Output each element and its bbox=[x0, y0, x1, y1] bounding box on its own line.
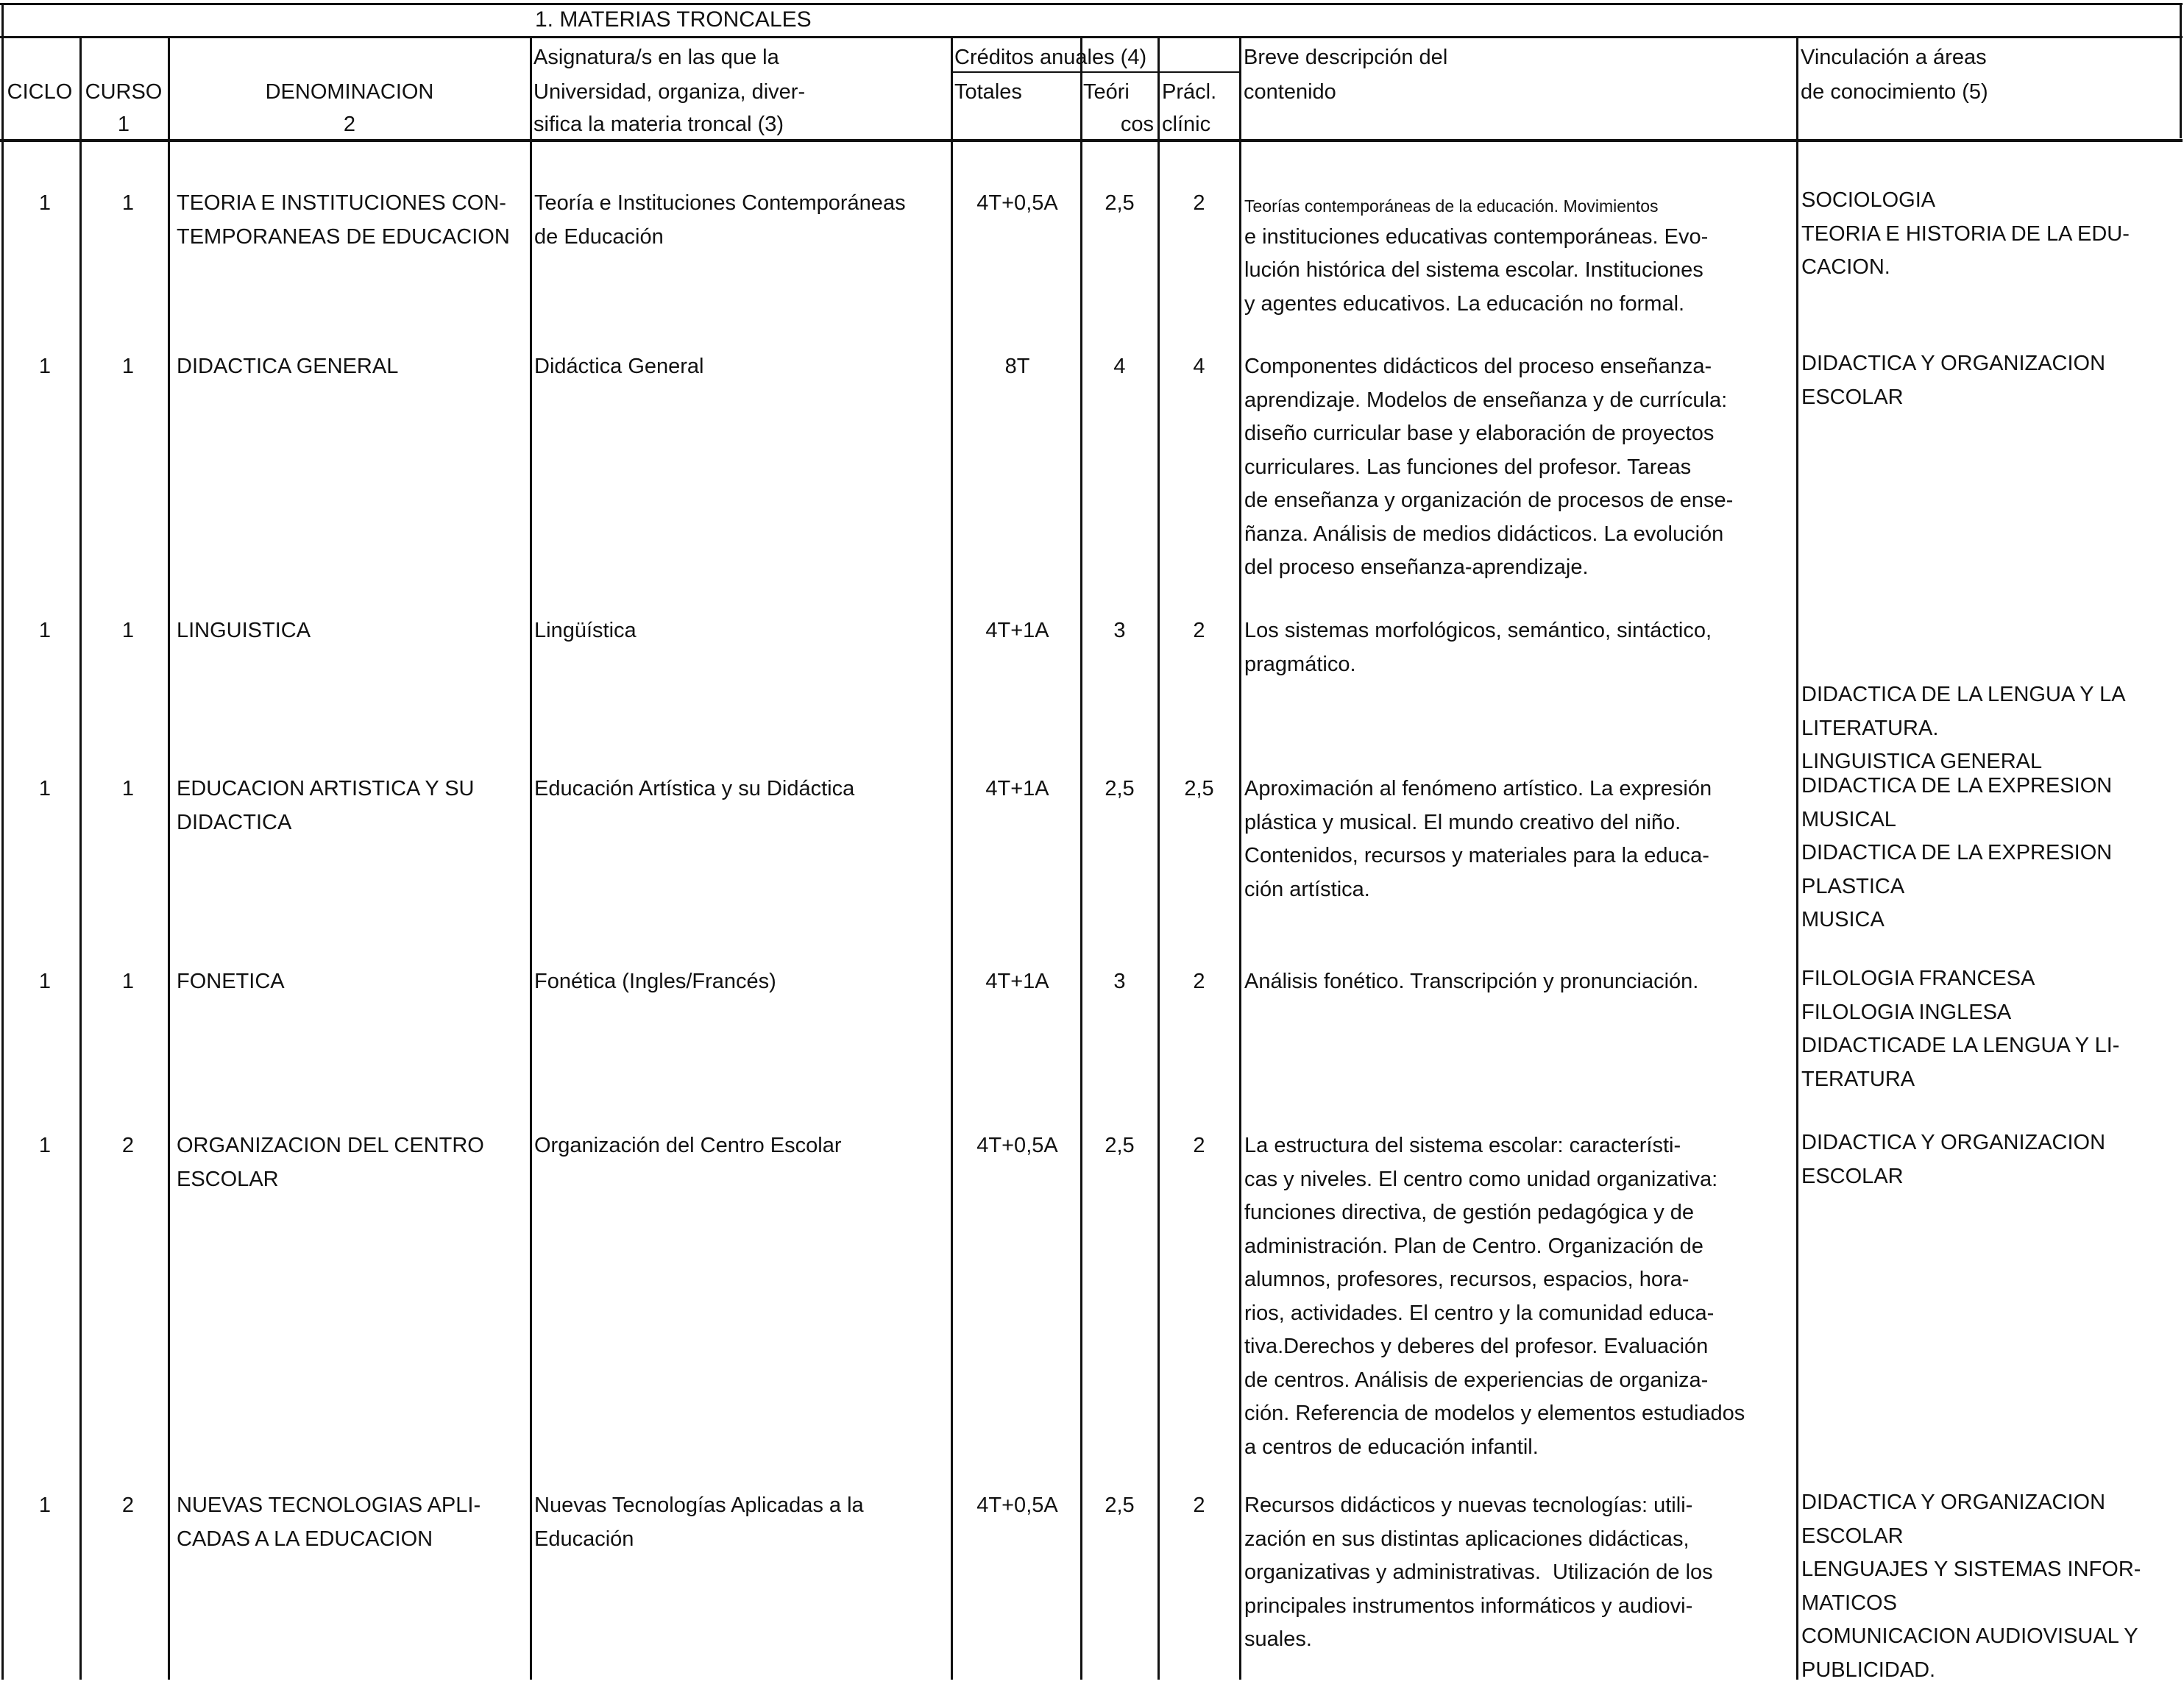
cell-asignatura-line: Educación Artística y su Didáctica bbox=[534, 773, 854, 806]
cell-practicos: 2 bbox=[1159, 965, 1239, 999]
cell-totales: 4T+0,5A bbox=[953, 1129, 1082, 1163]
cell-vinculacion-line: DIDACTICA Y ORGANIZACION bbox=[1801, 347, 2105, 381]
cell-vinculacion-line: LINGUISTICA GENERAL bbox=[1801, 745, 2042, 779]
cell-ciclo: 1 bbox=[1, 187, 88, 221]
header-ciclo: CICLO bbox=[1, 76, 78, 109]
cell-descripcion-line: a centros de educación infantil. bbox=[1244, 1431, 1539, 1465]
cell-denominacion-line: DIDACTICA GENERAL bbox=[177, 350, 398, 384]
cell-denominacion-line: LINGUISTICA bbox=[177, 614, 311, 648]
cell-descripcion-line: Los sistemas morfológicos, semántico, sintáctico, bbox=[1244, 614, 1712, 648]
cell-vinculacion-line: DIDACTICA DE LA EXPRESION bbox=[1801, 770, 2112, 803]
cell-descripcion-line: Aproximación al fenómeno artístico. La expresión bbox=[1244, 773, 1712, 806]
cell-descripcion-line: diseño curricular base y elaboración de proyectos bbox=[1244, 417, 1714, 451]
cell-descripcion-line: y agentes educativos. La educación no formal. bbox=[1244, 288, 1684, 322]
cell-ciclo: 1 bbox=[1, 350, 88, 384]
cell-vinculacion-line: FILOLOGIA FRANCESA bbox=[1801, 962, 2035, 996]
cell-vinculacion-line: ESCOLAR bbox=[1801, 1520, 1904, 1554]
header-denominacion: DENOMINACION bbox=[171, 76, 528, 109]
cell-descripcion-line: lución histórica del sistema escolar. Instituciones bbox=[1244, 254, 1703, 288]
cell-vinculacion-line: PUBLICIDAD. bbox=[1801, 1654, 1935, 1687]
column-divider-2 bbox=[530, 38, 532, 1680]
header-vinculacion: Vinculación a áreas bbox=[1801, 41, 1987, 74]
cell-descripcion-line: Análisis fonético. Transcripción y pronunciación. bbox=[1244, 965, 1698, 999]
cell-descripcion-line: zación en sus distintas aplicaciones didácticas, bbox=[1244, 1523, 1690, 1557]
cell-curso: 1 bbox=[82, 350, 174, 384]
cell-vinculacion-line: DIDACTICA Y ORGANIZACION bbox=[1801, 1486, 2105, 1520]
cell-vinculacion-line: DIDACTICADE LA LENGUA Y LI- bbox=[1801, 1029, 2119, 1063]
cell-denominacion-line: ESCOLAR bbox=[177, 1163, 279, 1197]
cell-asignatura-line: Didáctica General bbox=[534, 350, 704, 384]
cell-asignatura-line: Organización del Centro Escolar bbox=[534, 1129, 841, 1163]
cell-vinculacion-line: FILOLOGIA INGLESA bbox=[1801, 996, 2011, 1030]
cell-vinculacion-line: ESCOLAR bbox=[1801, 1160, 1904, 1194]
cell-descripcion-line: suales. bbox=[1244, 1623, 1312, 1657]
cell-totales: 4T+0,5A bbox=[953, 187, 1082, 221]
title-bottom-border bbox=[0, 36, 2183, 38]
header-teoricos-line-2: cos bbox=[1083, 108, 1154, 141]
cell-descripcion-line: del proceso enseñanza-aprendizaje. bbox=[1244, 551, 1589, 585]
cell-vinculacion-line: TERATURA bbox=[1801, 1063, 1915, 1097]
cell-denominacion-line: EDUCACION ARTISTICA Y SU bbox=[177, 773, 475, 806]
cell-practicos: 2 bbox=[1159, 614, 1239, 648]
column-divider-3 bbox=[951, 38, 953, 1680]
header-descripcion-line-2: contenido bbox=[1244, 76, 1336, 109]
cell-ciclo: 1 bbox=[1, 1489, 88, 1523]
table-top-border bbox=[0, 3, 2183, 5]
cell-vinculacion-line: LENGUAJES Y SISTEMAS INFOR- bbox=[1801, 1553, 2141, 1587]
cell-totales: 4T+0,5A bbox=[953, 1489, 1082, 1523]
column-divider-practicos bbox=[1157, 73, 1159, 1680]
cell-teoricos: 2,5 bbox=[1082, 187, 1157, 221]
cell-teoricos: 3 bbox=[1082, 614, 1157, 648]
cell-descripcion-line: aprendizaje. Modelos de enseñanza y de currícula: bbox=[1244, 384, 1727, 418]
header-curso-number: 1 bbox=[82, 108, 165, 141]
cell-descripcion-line: de enseñanza y organización de procesos de ense- bbox=[1244, 484, 1733, 518]
column-divider-7 bbox=[1796, 38, 1798, 1680]
cell-vinculacion-line: ESCOLAR bbox=[1801, 381, 1904, 415]
cell-practicos: 2 bbox=[1159, 1129, 1239, 1163]
column-divider-0 bbox=[79, 38, 82, 1680]
cell-descripcion-line: Teorías contemporáneas de la educación. Movimientos bbox=[1244, 190, 1659, 224]
cell-practicos: 2 bbox=[1159, 1489, 1239, 1523]
cell-curso: 2 bbox=[82, 1129, 174, 1163]
header-vinculacion-line-2: de conocimiento (5) bbox=[1801, 76, 1988, 109]
header-asignatura-line-2: Universidad, organiza, diver- bbox=[533, 76, 805, 109]
cell-descripcion-line: rios, actividades. El centro y la comunidad educa- bbox=[1244, 1297, 1714, 1331]
cell-asignatura-line: Teoría e Instituciones Contemporáneas bbox=[534, 187, 906, 221]
column-divider-1 bbox=[168, 38, 170, 1680]
cell-descripcion-line: Recursos didácticos y nuevas tecnologías: utili- bbox=[1244, 1489, 1692, 1523]
header-descripcion: Breve descripción del bbox=[1244, 41, 1447, 74]
cell-denominacion-line: DIDACTICA bbox=[177, 806, 291, 840]
header-curso: CURSO bbox=[82, 76, 165, 109]
cell-denominacion-line: ORGANIZACION DEL CENTRO bbox=[177, 1129, 484, 1163]
cell-descripcion-line: e instituciones educativas contemporáneas. Evo- bbox=[1244, 221, 1708, 255]
header-practicos-line-2: clínic bbox=[1162, 108, 1210, 141]
cell-teoricos: 2,5 bbox=[1082, 1129, 1157, 1163]
cell-descripcion-line: ción artística. bbox=[1244, 873, 1370, 907]
column-divider-6 bbox=[1239, 38, 1241, 1680]
cell-descripcion-line: funciones directiva, de gestión pedagógica y de bbox=[1244, 1196, 1694, 1230]
cell-denominacion-line: FONETICA bbox=[177, 965, 285, 999]
cell-vinculacion-line: CACION. bbox=[1801, 251, 1890, 285]
cell-curso: 1 bbox=[82, 614, 174, 648]
header-denominacion-number: 2 bbox=[171, 108, 528, 141]
table-title: 1. MATERIAS TRONCALES bbox=[535, 3, 812, 37]
cell-descripcion-line: plástica y musical. El mundo creativo del niño. bbox=[1244, 806, 1681, 840]
cell-vinculacion-line: SOCIOLOGIA bbox=[1801, 184, 1935, 218]
cell-descripcion-line: administración. Plan de Centro. Organización de bbox=[1244, 1230, 1703, 1264]
cell-denominacion-line: TEORIA E INSTITUCIONES CON- bbox=[177, 187, 506, 221]
cell-descripcion-line: cas y niveles. El centro como unidad organizativa: bbox=[1244, 1163, 1717, 1197]
cell-descripcion-line: de centros. Análisis de experiencias de organiza- bbox=[1244, 1364, 1708, 1398]
cell-ciclo: 1 bbox=[1, 965, 88, 999]
cell-vinculacion-line: MUSICA bbox=[1801, 903, 1885, 937]
cell-asignatura-line: Lingüística bbox=[534, 614, 637, 648]
cell-descripcion-line: alumnos, profesores, recursos, espacios, hora- bbox=[1244, 1263, 1689, 1297]
cell-vinculacion-line: DIDACTICA Y ORGANIZACION bbox=[1801, 1126, 2105, 1160]
cell-totales: 4T+1A bbox=[953, 965, 1082, 999]
column-divider-teoricos bbox=[1080, 73, 1082, 1680]
cell-descripcion-line: organizativas y administrativas. Utilización de los bbox=[1244, 1556, 1713, 1590]
cell-curso: 2 bbox=[82, 1489, 174, 1523]
cell-descripcion-line: curriculares. Las funciones del profesor. Tareas bbox=[1244, 451, 1691, 485]
cell-vinculacion-line: LITERATURA. bbox=[1801, 712, 1938, 746]
cell-ciclo: 1 bbox=[1, 773, 88, 806]
cell-totales: 8T bbox=[953, 350, 1082, 384]
cell-practicos: 4 bbox=[1159, 350, 1239, 384]
header-teoricos: Teóri bbox=[1083, 76, 1130, 109]
cell-descripcion-line: ción. Referencia de modelos y elementos estudiados bbox=[1244, 1397, 1745, 1431]
cell-asignatura-line: Fonética (Ingles/Francés) bbox=[534, 965, 776, 999]
header-asignatura-line-3: sifica la materia troncal (3) bbox=[533, 108, 784, 141]
cell-vinculacion-line: COMUNICACION AUDIOVISUAL Y bbox=[1801, 1620, 2138, 1654]
right-border bbox=[2180, 3, 2182, 138]
header-practicos: Prácl. bbox=[1162, 76, 1216, 109]
cell-vinculacion-line: MATICOS bbox=[1801, 1587, 1897, 1621]
cell-descripcion-line: Contenidos, recursos y materiales para la educa- bbox=[1244, 839, 1709, 873]
cell-denominacion-line: NUEVAS TECNOLOGIAS APLI- bbox=[177, 1489, 481, 1523]
cell-vinculacion-line: MUSICAL bbox=[1801, 803, 1896, 837]
header-asignatura-line-1: Asignatura/s en las que la bbox=[533, 41, 779, 74]
cell-ciclo: 1 bbox=[1, 1129, 88, 1163]
cell-practicos: 2 bbox=[1159, 187, 1239, 221]
cell-curso: 1 bbox=[82, 187, 174, 221]
cell-denominacion-line: CADAS A LA EDUCACION bbox=[177, 1523, 433, 1557]
cell-teoricos: 3 bbox=[1082, 965, 1157, 999]
cell-descripcion-line: Componentes didácticos del proceso enseñanza- bbox=[1244, 350, 1712, 384]
cell-vinculacion-line: DIDACTICA DE LA EXPRESION bbox=[1801, 837, 2112, 870]
cell-ciclo: 1 bbox=[1, 614, 88, 648]
cell-descripcion-line: La estructura del sistema escolar: característi- bbox=[1244, 1129, 1681, 1163]
cell-vinculacion-line: PLASTICA bbox=[1801, 870, 1904, 904]
cell-teoricos: 2,5 bbox=[1082, 1489, 1157, 1523]
cell-teoricos: 4 bbox=[1082, 350, 1157, 384]
cell-curso: 1 bbox=[82, 965, 174, 999]
cell-vinculacion-line: DIDACTICA DE LA LENGUA Y LA bbox=[1801, 678, 2126, 712]
cell-asignatura-line: Educación bbox=[534, 1523, 634, 1557]
cell-practicos: 2,5 bbox=[1159, 773, 1239, 806]
cell-asignatura-line: de Educación bbox=[534, 221, 664, 255]
left-border bbox=[1, 3, 4, 1680]
header-creditos: Créditos anuales (4) bbox=[954, 41, 1146, 74]
cell-teoricos: 2,5 bbox=[1082, 773, 1157, 806]
cell-totales: 4T+1A bbox=[953, 773, 1082, 806]
cell-totales: 4T+1A bbox=[953, 614, 1082, 648]
cell-vinculacion-line: TEORIA E HISTORIA DE LA EDU- bbox=[1801, 218, 2130, 252]
cell-descripcion-line: principales instrumentos informáticos y audiovi- bbox=[1244, 1590, 1692, 1624]
cell-descripcion-line: tiva.Derechos y deberes del profesor. Evaluación bbox=[1244, 1330, 1708, 1364]
cell-denominacion-line: TEMPORANEAS DE EDUCACION bbox=[177, 221, 510, 255]
cell-descripcion-line: pragmático. bbox=[1244, 648, 1356, 682]
cell-asignatura-line: Nuevas Tecnologías Aplicadas a la bbox=[534, 1489, 864, 1523]
cell-descripcion-line: ñanza. Análisis de medios didácticos. La evolución bbox=[1244, 518, 1723, 552]
header-totales: Totales bbox=[954, 76, 1022, 109]
cell-curso: 1 bbox=[82, 773, 174, 806]
